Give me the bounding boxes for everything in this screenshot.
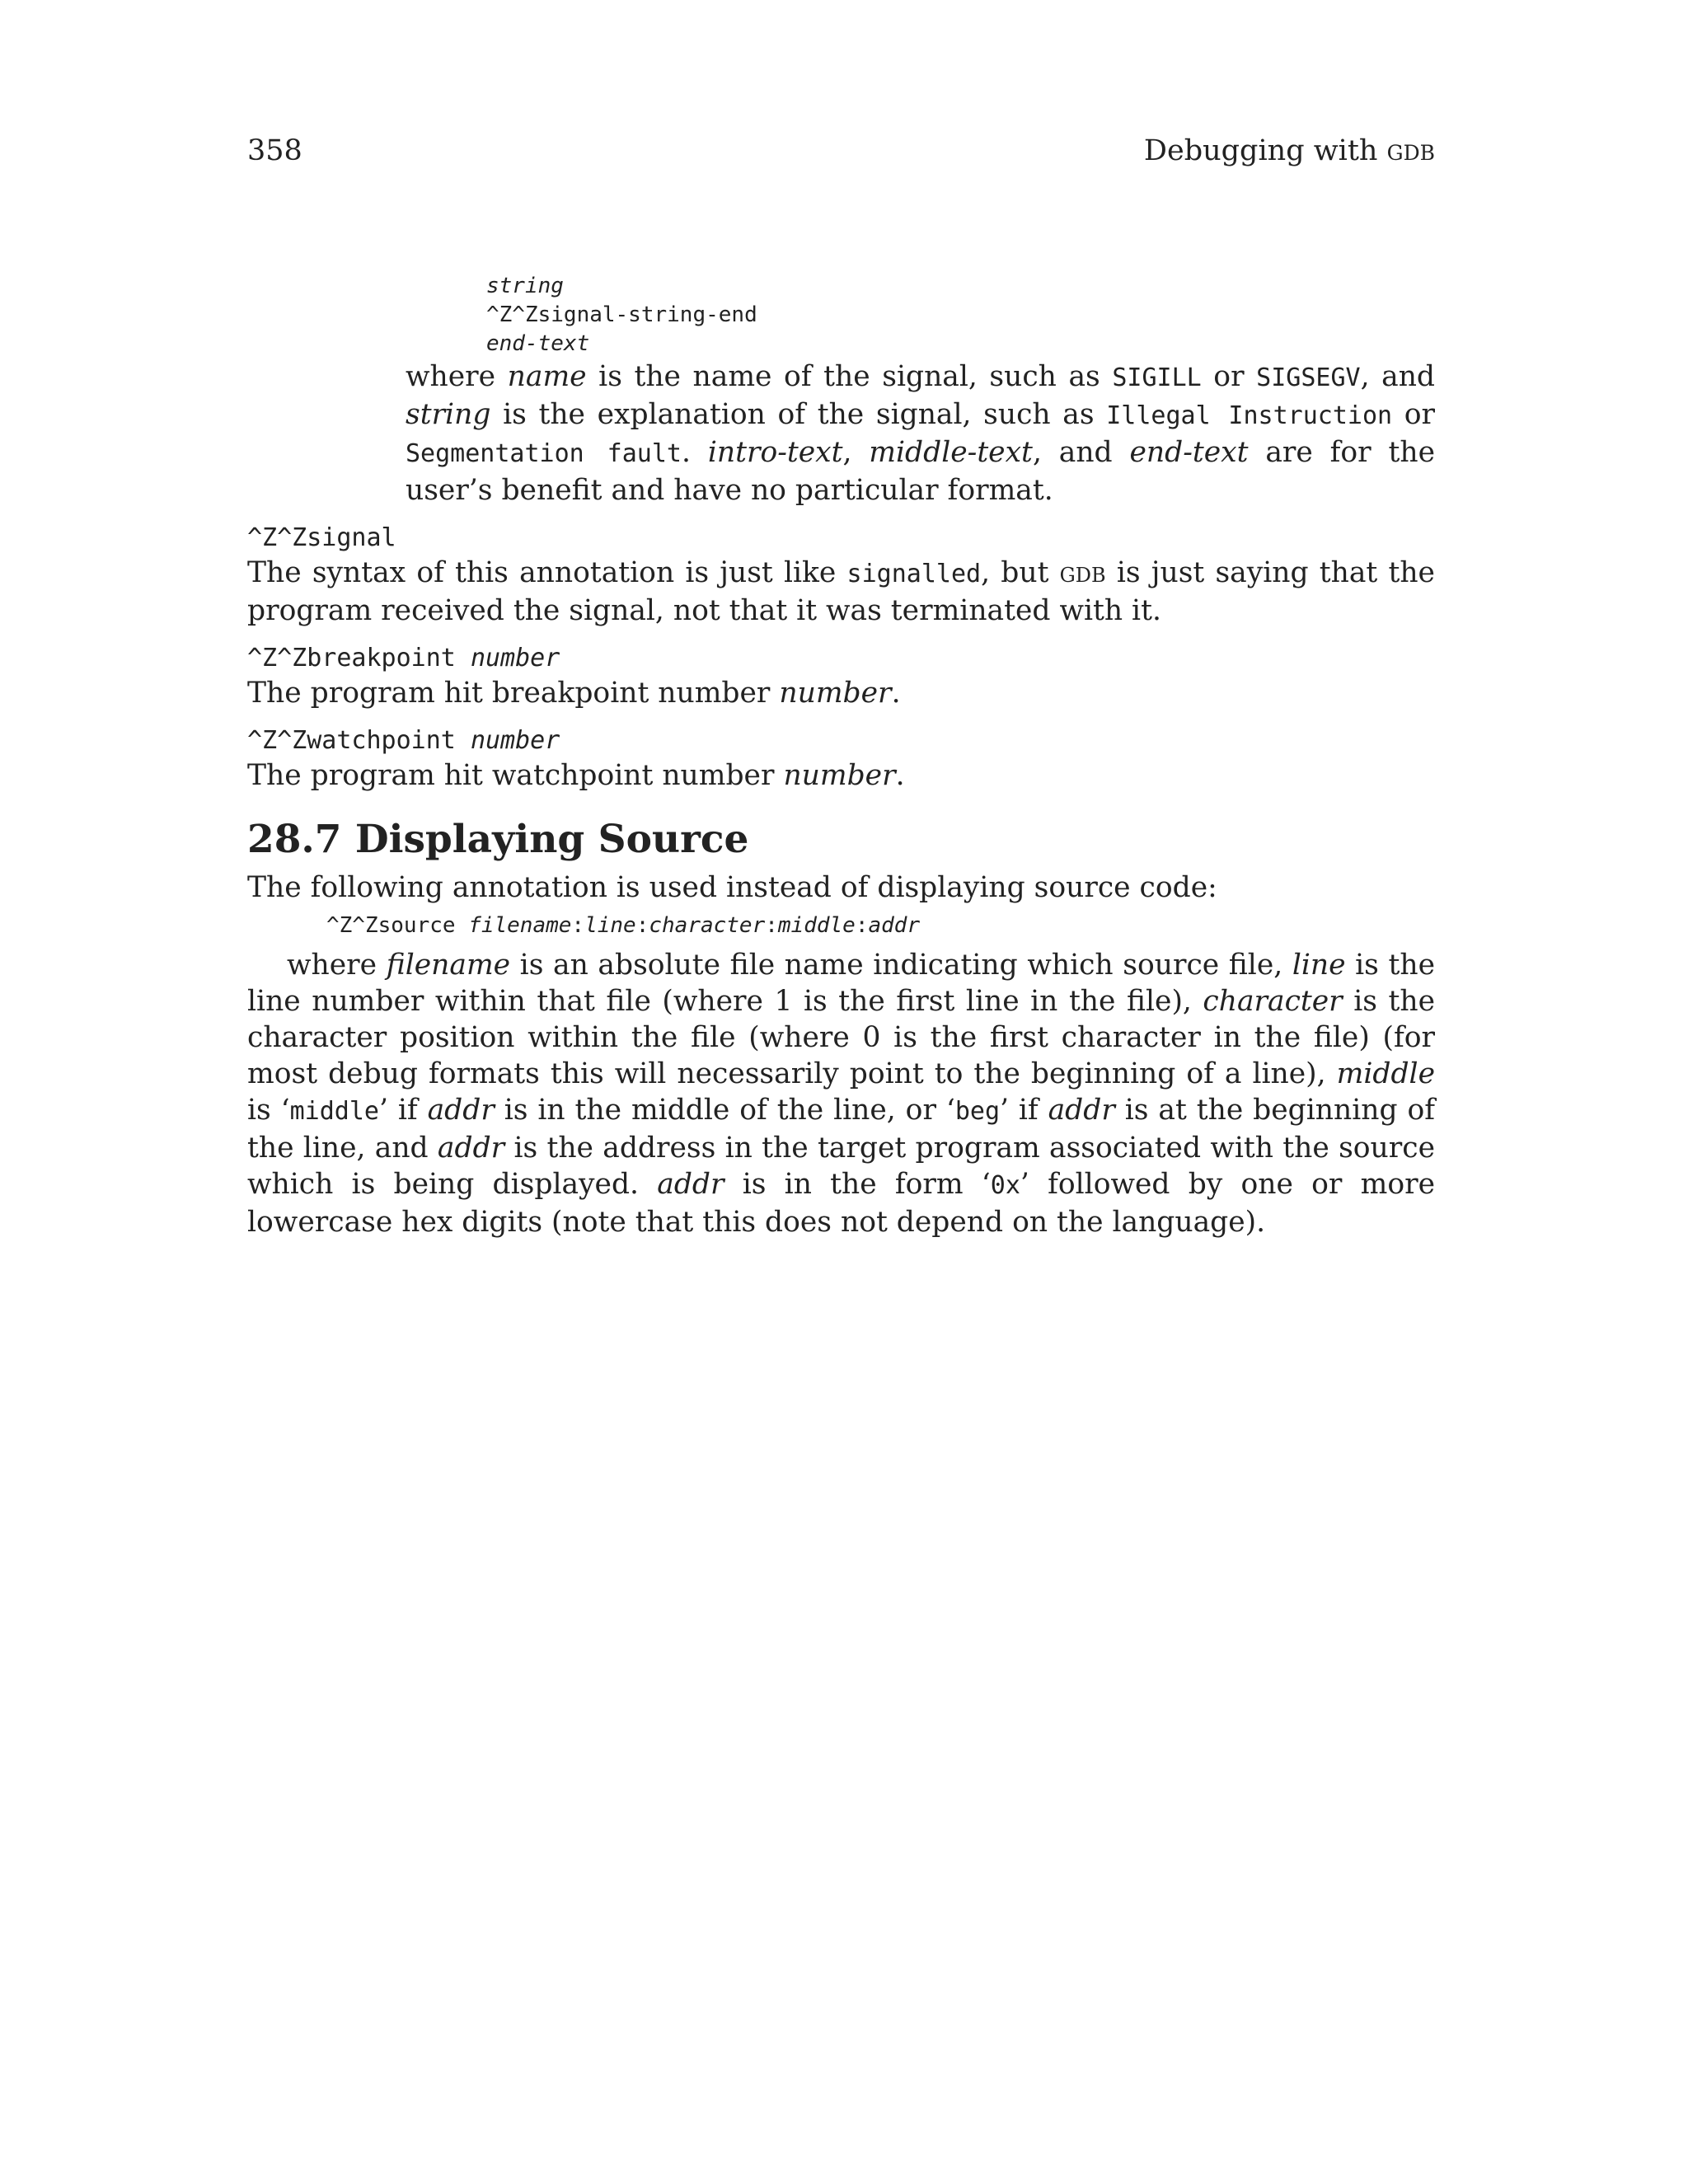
code-sigsegv: SIGSEGV — [1256, 363, 1361, 392]
signal-code-block — [486, 272, 1435, 359]
var-filename: filename — [386, 949, 511, 982]
code-signalled: signalled — [846, 560, 982, 588]
var-character: character — [1203, 985, 1343, 1018]
page-number: 358 — [247, 134, 302, 167]
text: is ‘ — [247, 1094, 290, 1127]
text: is the address in the target program associated with the source which is being displayed. — [247, 1132, 1435, 1201]
code-illegal-instruction: Illegal Instruction — [1106, 401, 1393, 430]
code-middle: middle — [289, 1097, 379, 1126]
text: , and — [1032, 436, 1130, 469]
var-filename: filename — [468, 913, 572, 938]
var-line: line — [584, 913, 636, 938]
text: is just saying that the program received the signal, not that it was terminated with it. — [247, 556, 1435, 627]
text: ’ if — [1000, 1094, 1048, 1127]
code-0x: 0x — [990, 1171, 1020, 1200]
text: or — [1201, 360, 1257, 393]
code-line-signal-string-end: ^Z^Zsignal-string-end — [486, 302, 757, 327]
def-watchpoint — [247, 757, 1435, 794]
text: . — [682, 436, 708, 469]
var-name: name — [507, 360, 587, 393]
term-watchpoint-var: number — [470, 726, 560, 755]
text: The program hit breakpoint number — [247, 677, 780, 710]
def-signal — [247, 555, 1435, 629]
text: . — [891, 677, 901, 710]
var-addr: addr — [657, 1168, 724, 1201]
section-intro: The following annotation is used instead of displaying source code: — [247, 871, 1217, 904]
text: where — [287, 949, 387, 982]
text: are for the user’s benefit and have no particular format. — [406, 436, 1436, 507]
colon: : — [635, 913, 649, 938]
running-title-gdb: gdb — [1386, 134, 1435, 167]
term-breakpoint-label: ^Z^Zbreakpoint — [247, 644, 471, 673]
text: , — [842, 436, 870, 469]
text: ’ if — [379, 1094, 428, 1127]
text: is at the beginning of the line, and — [247, 1094, 1436, 1165]
var-end-text: end-text — [1129, 436, 1249, 469]
code-line-end-text: end-text — [486, 331, 590, 356]
section-heading: 28.7 Displaying Source — [247, 817, 749, 862]
term-watchpoint-label: ^Z^Zwatchpoint — [247, 726, 471, 755]
text: is the explanation of the signal, such as — [490, 398, 1107, 431]
term-breakpoint — [247, 642, 1435, 675]
var-middle: middle — [1336, 1057, 1435, 1090]
text: or — [1392, 398, 1435, 431]
var-intro-text: intro-text — [707, 436, 843, 469]
running-title — [1144, 130, 1435, 171]
term-breakpoint-var: number — [470, 644, 560, 673]
colon: : — [855, 913, 869, 938]
term-watchpoint — [247, 724, 1435, 757]
signal-description-paragraph — [406, 359, 1435, 509]
var-middle-text: middle-text — [869, 436, 1033, 469]
text: is an absolute file name indicating which source file, — [510, 949, 1292, 982]
code-segmentation-fault: Segmentation fault — [406, 439, 682, 468]
text: is the character position within the file (where 0 is the first character in the file) (for most debug formats this will necessarily point to the beginning of a line), — [247, 985, 1435, 1090]
var-addr: addr — [437, 1132, 505, 1165]
term-signal — [247, 522, 1435, 555]
var-line: line — [1292, 949, 1346, 982]
text: . — [895, 759, 905, 792]
running-title-text: Debugging with — [1143, 134, 1387, 167]
text: is the name of the signal, such as — [586, 360, 1113, 393]
text: is in the form ‘ — [724, 1168, 991, 1201]
page-header — [247, 130, 1435, 171]
var-addr: addr — [1048, 1094, 1115, 1127]
text: The syntax of this annotation is just like — [247, 556, 847, 589]
colon: : — [571, 913, 585, 938]
source-command: ^Z^Zsource — [326, 913, 469, 938]
text: is in the middle of the line, or ‘ — [494, 1094, 955, 1127]
text: is the line number within that file (where 1 is the first line in the file), — [247, 949, 1435, 1018]
var-addr: addr — [868, 913, 921, 938]
gdb-name: gdb — [1059, 556, 1106, 589]
term-signal-label: ^Z^Zsignal — [247, 523, 396, 552]
var-string: string — [406, 398, 491, 431]
text: The program hit watchpoint number — [247, 759, 784, 792]
var-number: number — [783, 759, 896, 792]
def-breakpoint — [247, 675, 1435, 711]
text: where — [406, 360, 508, 393]
source-description-paragraph — [247, 947, 1435, 1240]
text: , but — [981, 556, 1060, 589]
text: ’ followed by one or more lowercase hex digits (note that this does not depend on the language). — [247, 1168, 1435, 1239]
var-middle: middle — [777, 913, 856, 938]
code-line-string: string — [486, 274, 564, 298]
var-number: number — [779, 677, 892, 710]
var-addr: addr — [427, 1094, 495, 1127]
page-content — [247, 272, 1435, 1240]
var-character: character — [649, 913, 766, 938]
text: , and — [1360, 360, 1435, 393]
source-annotation-syntax — [326, 909, 1435, 942]
colon: : — [765, 913, 778, 938]
code-beg: beg — [954, 1097, 1001, 1126]
code-sigill: SIGILL — [1112, 363, 1202, 392]
